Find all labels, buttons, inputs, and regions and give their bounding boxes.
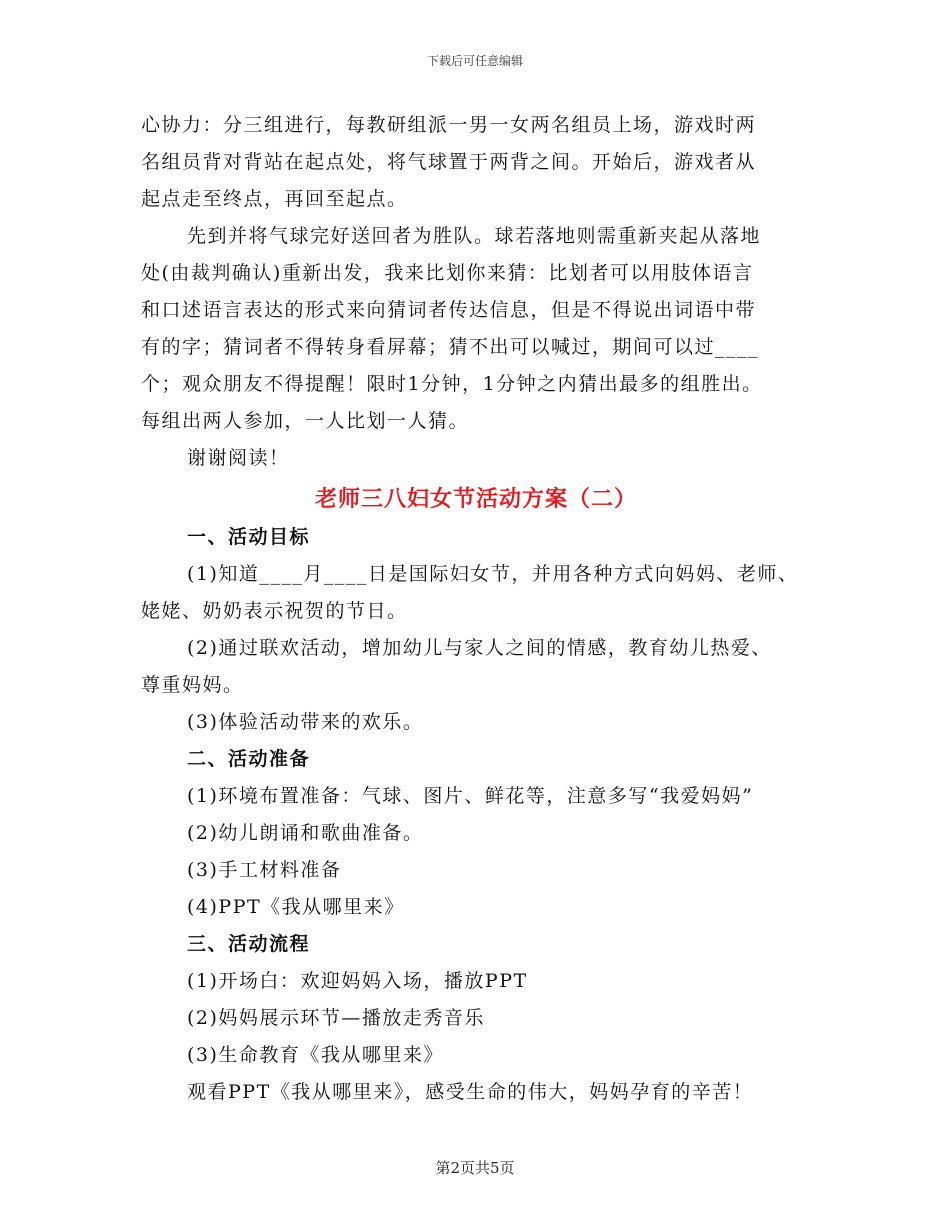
section-title: 老师三八妇女节活动方案（二） xyxy=(314,486,637,512)
body-line: 个；观众朋友不得提醒！限时1分钟，1分钟之内猜出最多的组胜出。 xyxy=(141,373,763,395)
prep-item: (2)幼儿朗诵和歌曲准备。 xyxy=(187,822,424,844)
body-line: 先到并将气球完好送回者为胜队。球若落地则需重新夹起从落地 xyxy=(187,225,762,247)
body-line: 起点走至终点，再回至起点。 xyxy=(141,188,408,210)
goal-item-cont: 姥姥、奶奶表示祝贺的节日。 xyxy=(141,600,408,622)
thanks-line: 谢谢阅读！ xyxy=(187,447,290,469)
goal-item: (3)体验活动带来的欢乐。 xyxy=(187,711,424,733)
body-line: 有的字；猜词者不得转身看屏幕；猜不出可以喊过，期间可以过____ xyxy=(141,336,760,358)
flow-item: (3)生命教育《我从哪里来》 xyxy=(187,1044,444,1066)
body-line: 每组出两人参加，一人比划一人猜。 xyxy=(141,410,470,432)
flow-item: (2)妈妈展示环节—播放走秀音乐 xyxy=(187,1007,485,1029)
goal-item-cont: 尊重妈妈。 xyxy=(141,674,244,696)
body-line: 处(由裁判确认)重新出发，我来比划你来猜：比划者可以用肢体语言 xyxy=(141,262,754,284)
document-body xyxy=(141,107,811,1111)
page-footer: 第2页共5页 xyxy=(435,1159,515,1177)
body-line: 和口述语言表达的形式来向猜词者传达信息，但是不得说出词语中带 xyxy=(141,299,757,321)
goal-item: (1)知道____月____日是国际妇女节，并用各种方式向妈妈、老师、 xyxy=(187,563,799,585)
body-line: 心协力：分三组进行，每教研组派一男一女两名组员上场，游戏时两 xyxy=(141,114,757,136)
prep-item: (1)环境布置准备：气球、图片、鲜花等，注意多写“我爱妈妈” xyxy=(187,785,754,807)
heading-prep: 二、活动准备 xyxy=(187,748,311,770)
body-line: 名组员背对背站在起点处，将气球置于两背之间。开始后，游戏者从 xyxy=(141,151,757,173)
heading-flow: 三、活动流程 xyxy=(187,933,311,955)
prep-item: (4)PPT《我从哪里来》 xyxy=(187,896,405,918)
page-header: 下载后可任意编辑 xyxy=(426,54,523,68)
flow-note: 观看PPT《我从哪里来》，感受生命的伟大，妈妈孕育的辛苦！ xyxy=(187,1081,754,1103)
goal-item: (2)通过联欢活动，增加幼儿与家人之间的情感，教育幼儿热爱、 xyxy=(187,637,772,659)
flow-item: (1)开场白：欢迎妈妈入场，播放PPT xyxy=(187,970,528,992)
heading-goals: 一、活动目标 xyxy=(187,526,311,548)
prep-item: (3)手工材料准备 xyxy=(187,859,342,881)
